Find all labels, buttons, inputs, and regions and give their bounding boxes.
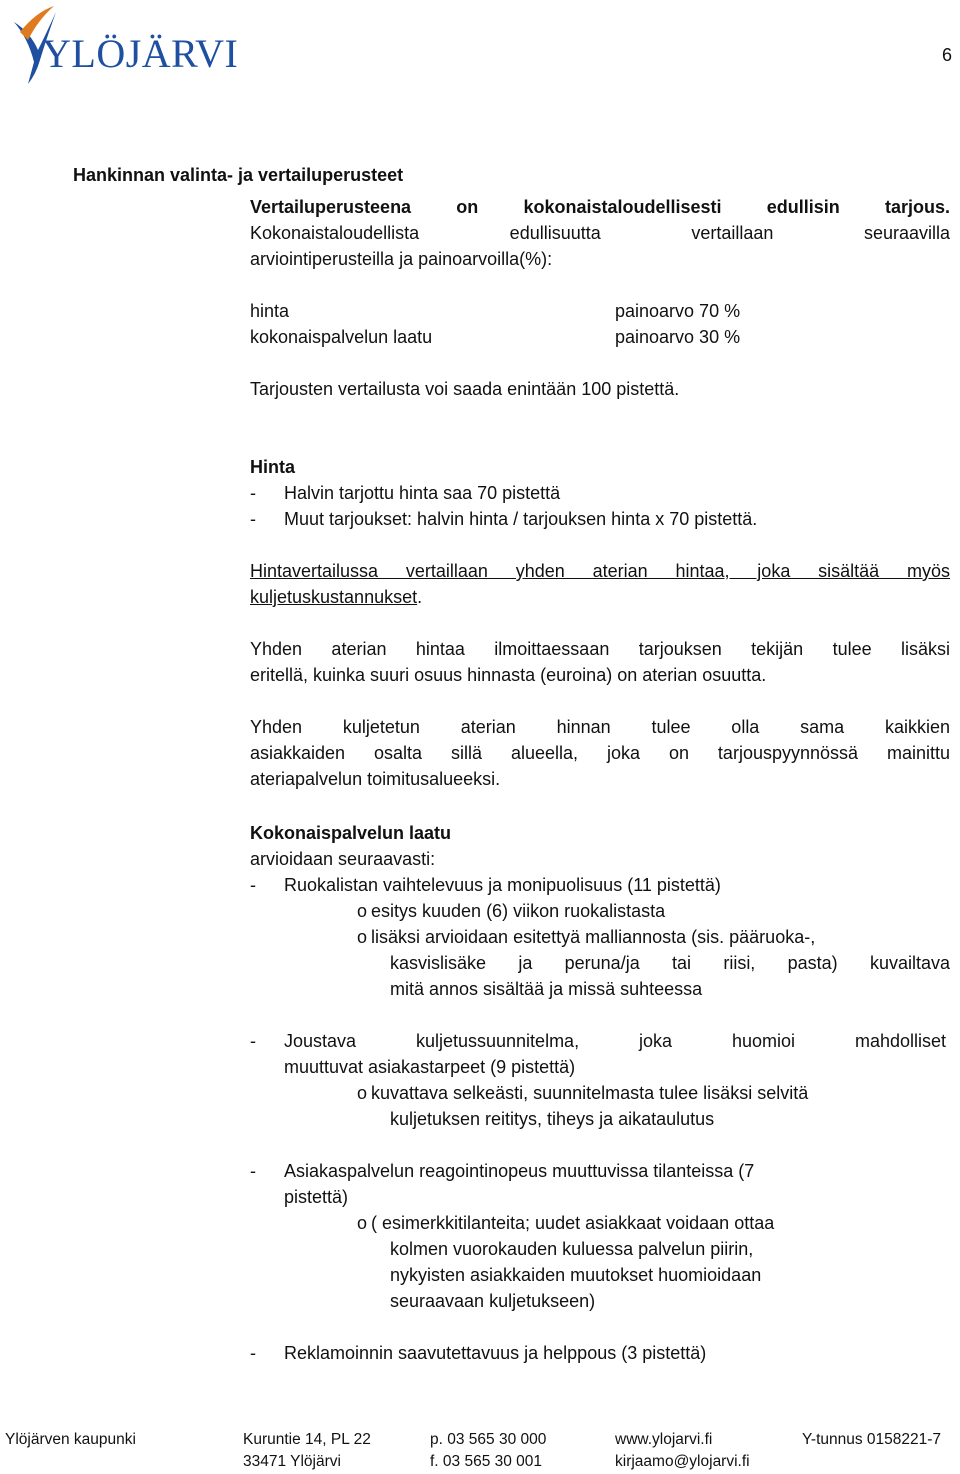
criterion-3-line-1: Asiakaspalvelun reagointinopeus muuttuvissa tilanteissa (7: [284, 1161, 755, 1181]
footer-fax: f. 03 565 30 001: [430, 1453, 543, 1470]
criterion-1: Ruokalistan vaihtelevuus ja monipuolisuus (11 pistettä): [284, 875, 721, 895]
price-para2-line-1: Yhden aterian hintaa ilmoittaessaan tarjouksen tekijän tulee lisäksi: [250, 639, 950, 659]
weight-label-quality: kokonaispalvelun laatu: [250, 327, 433, 347]
logo-wordmark: YLÖJÄRVI: [42, 31, 239, 76]
criterion-2-sub-1-line-1: kuvattava selkeästi, suunnitelmasta tulee lisäksi selvitä: [371, 1083, 809, 1103]
price-underlined-line-1: Hintavertailussa vertaillaan yhden aterian hintaa, joka sisältää myös: [250, 561, 950, 581]
footer-web-link[interactable]: www.ylojarvi.fi: [615, 1431, 713, 1448]
price-title: Hinta: [250, 457, 295, 477]
page-number: 6: [941, 45, 952, 65]
criterion-3-sub-1-line-1: ( esimerkkitilanteita; uudet asiakkaat voidaan ottaa: [371, 1213, 775, 1233]
period: .: [417, 587, 423, 607]
criterion-1-sub-2-line-2: kasvislisäke ja peruna/ja tai riisi, pasta) kuvailtava: [390, 953, 950, 973]
intro-line-2: arviointiperusteilla ja painoarvoilla(%):: [250, 249, 553, 269]
criterion-1-sub-2-line-3: mitä annos sisältää ja missä suhteessa: [390, 979, 703, 999]
criterion-2-sub-1-line-2: kuljetuksen reititys, tiheys ja aikataulutus: [390, 1109, 715, 1129]
sub-bullet: o: [357, 901, 368, 921]
footer-street: Kuruntie 14, PL 22: [243, 1431, 371, 1448]
price-para3-line-3: ateriapalvelun toimitusalueeksi.: [250, 769, 501, 789]
ylojarvi-logo: [6, 4, 250, 96]
list-dash: -: [250, 1161, 256, 1181]
price-para3-line-1: Yhden kuljetetun aterian hinnan tulee olla sama kaikkien: [250, 717, 950, 737]
criterion-2-line-2: muuttuvat asiakastarpeet (9 pistettä): [284, 1057, 576, 1077]
list-dash: -: [250, 1343, 256, 1363]
price-underlined-line-2: [250, 584, 422, 610]
sub-bullet: o: [357, 927, 368, 947]
list-dash: -: [250, 875, 256, 895]
criterion-3-sub-1-line-4: seuraavaan kuljetukseen): [390, 1291, 596, 1311]
sub-bullet: o: [357, 1213, 368, 1233]
quality-title: Kokonaispalvelun laatu: [250, 823, 452, 843]
criterion-4: Reklamoinnin saavutettavuus ja helppous (3 pistettä): [284, 1343, 707, 1363]
criterion-1-sub-2-line-1: lisäksi arvioidaan esitettyä malliannosta (sis. pääruoka-,: [371, 927, 816, 947]
price-para2-line-2: eritellä, kuinka suuri osuus hinnasta (euroina) on aterian osuutta.: [250, 665, 767, 685]
footer-phone: p. 03 565 30 000: [430, 1431, 547, 1448]
section-heading: Hankinnan valinta- ja vertailuperusteet: [73, 165, 404, 185]
criterion-3-sub-1-line-3: nykyisten asiakkaiden muutokset huomioidaan: [390, 1265, 762, 1285]
price-item-2: Muut tarjoukset: halvin hinta / tarjouksen hinta x 70 pistettä.: [284, 509, 758, 529]
footer-email-link[interactable]: kirjaamo@ylojarvi.fi: [615, 1453, 750, 1470]
footer-business-id: Y-tunnus 0158221-7: [802, 1431, 942, 1448]
list-dash: -: [250, 1031, 256, 1051]
footer-postal: 33471 Ylöjärvi: [243, 1453, 341, 1470]
sub-bullet: o: [357, 1083, 368, 1103]
weight-value-price: painoarvo 70 %: [615, 301, 741, 321]
criterion-2-line-1: Joustava kuljetussuunnitelma, joka huomioi mahdolliset: [284, 1031, 946, 1051]
intro-bold-line: Vertailuperusteena on kokonaistaloudellisesti edullisin tarjous.: [250, 197, 950, 217]
list-dash: -: [250, 509, 256, 529]
intro-line-1: Kokonaistaloudellista edullisuutta vertaillaan seuraavilla: [250, 223, 950, 243]
weight-label-price: hinta: [250, 301, 290, 321]
criterion-1-sub-1: esitys kuuden (6) viikon ruokalistasta: [371, 901, 666, 921]
max-points-text: Tarjousten vertailusta voi saada enintään 100 pistettä.: [250, 379, 680, 399]
underlined-text: kuljetuskustannukset: [250, 587, 418, 607]
list-dash: -: [250, 483, 256, 503]
price-item-1: Halvin tarjottu hinta saa 70 pistettä: [284, 483, 561, 503]
price-para3-line-2: asiakkaiden osalta sillä alueella, joka on tarjouspyynnössä mainittu: [250, 743, 950, 763]
criterion-3-line-2: pistettä): [284, 1187, 349, 1207]
criterion-3-sub-1-line-2: kolmen vuorokauden kuluessa palvelun piirin,: [390, 1239, 754, 1259]
weight-value-quality: painoarvo 30 %: [615, 327, 741, 347]
quality-intro: arvioidaan seuraavasti:: [250, 849, 436, 869]
footer-org: Ylöjärven kaupunki: [5, 1431, 136, 1448]
